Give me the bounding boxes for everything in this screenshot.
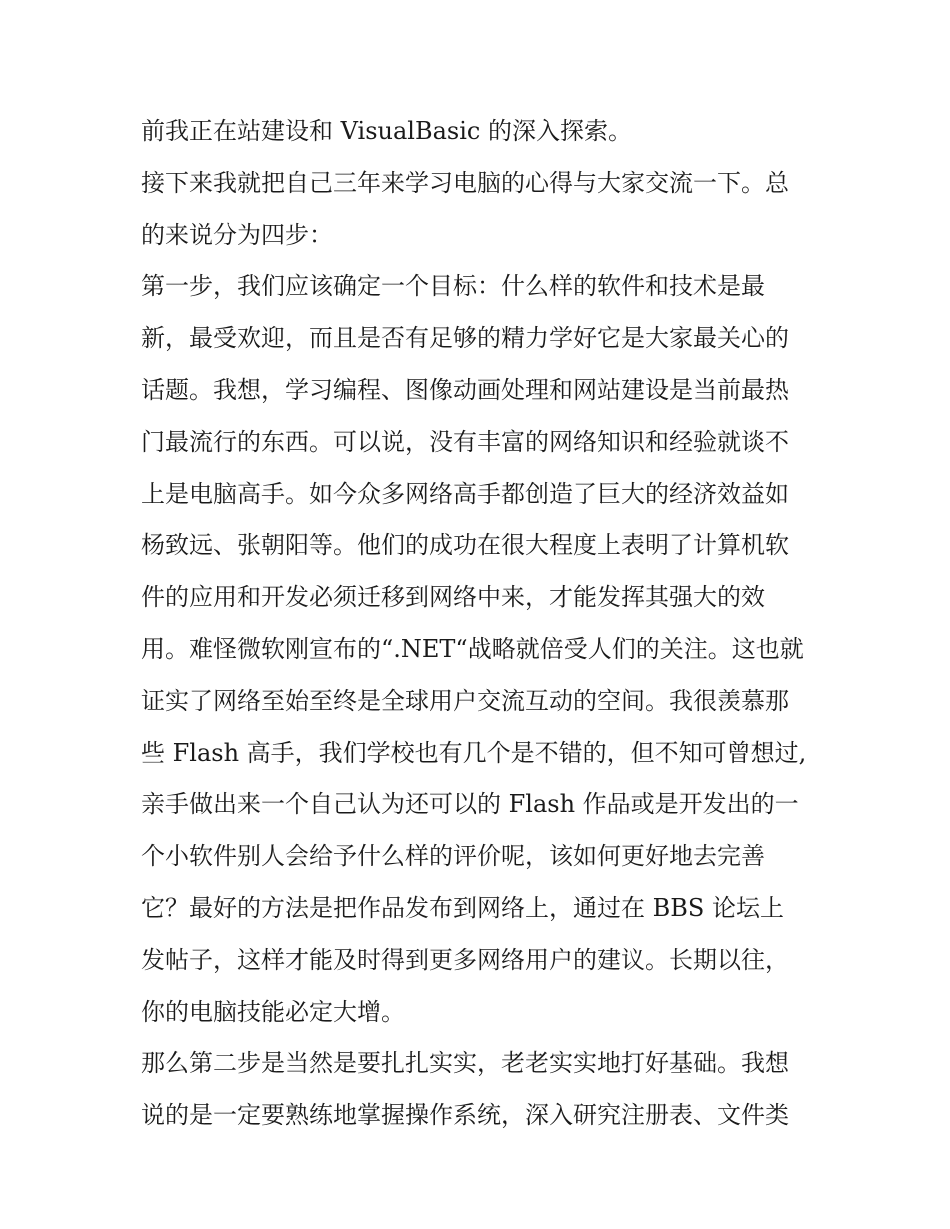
text-line-10: 件的应用和开发必须迁移到网络中来，才能发挥其强大的效	[141, 583, 765, 612]
text-line-11: 用。难怪微软刚宣布的“.NET“战略就倍受人们的关注。这也就	[141, 634, 804, 663]
text-line-13: 些 Flash 高手，我们学校也有几个是不错的，但不知可曾想过,	[141, 738, 807, 767]
text-line-17: 发帖子，这样才能及时得到更多网络用户的建议。长期以往，	[141, 945, 789, 974]
text-line-19: 那么第二步是当然是要扎扎实实，老老实实地打好基础。我想	[141, 1049, 789, 1078]
body-text	[141, 106, 821, 1142]
text-line-4: 第一步，我们应该确定一个目标：什么样的软件和技术是最	[141, 272, 765, 301]
text-line-1: 前我正在站建设和 VisualBasic 的深入探索。	[141, 117, 632, 145]
text-line-2: 接下来我就把自己三年来学习电脑的心得与大家交流一下。总	[141, 168, 789, 197]
text-line-9: 杨致远、张朝阳等。他们的成功在很大程度上表明了计算机软	[141, 531, 789, 560]
text-line-5: 新，最受欢迎，而且是否有足够的精力学好它是大家最关心的	[141, 324, 789, 353]
text-line-7: 门最流行的东西。可以说，没有丰富的网络知识和经验就谈不	[141, 427, 789, 456]
text-line-20: 说的是一定要熟练地掌握操作系统，深入研究注册表、文件类	[141, 1101, 789, 1130]
text-line-6: 话题。我想，学习编程、图像动画处理和网站建设是当前最热	[141, 375, 789, 404]
text-line-16: 它？最好的方法是把作品发布到网络上，通过在 BBS 论坛上	[141, 893, 784, 922]
text-line-12: 证实了网络至始至终是全球用户交流互动的空间。我很羡慕那	[141, 686, 789, 715]
text-line-8: 上是电脑高手。如今众多网络高手都创造了巨大的经济效益如	[141, 479, 789, 508]
text-line-18: 你的电脑技能必定大增。	[141, 997, 405, 1026]
text-line-3: 的来说分为四步：	[141, 220, 333, 249]
text-line-14: 亲手做出来一个自己认为还可以的 Flash 作品或是开发出的一	[141, 790, 799, 819]
text-line-15: 个小软件别人会给予什么样的评价呢，该如何更好地去完善	[141, 842, 765, 871]
